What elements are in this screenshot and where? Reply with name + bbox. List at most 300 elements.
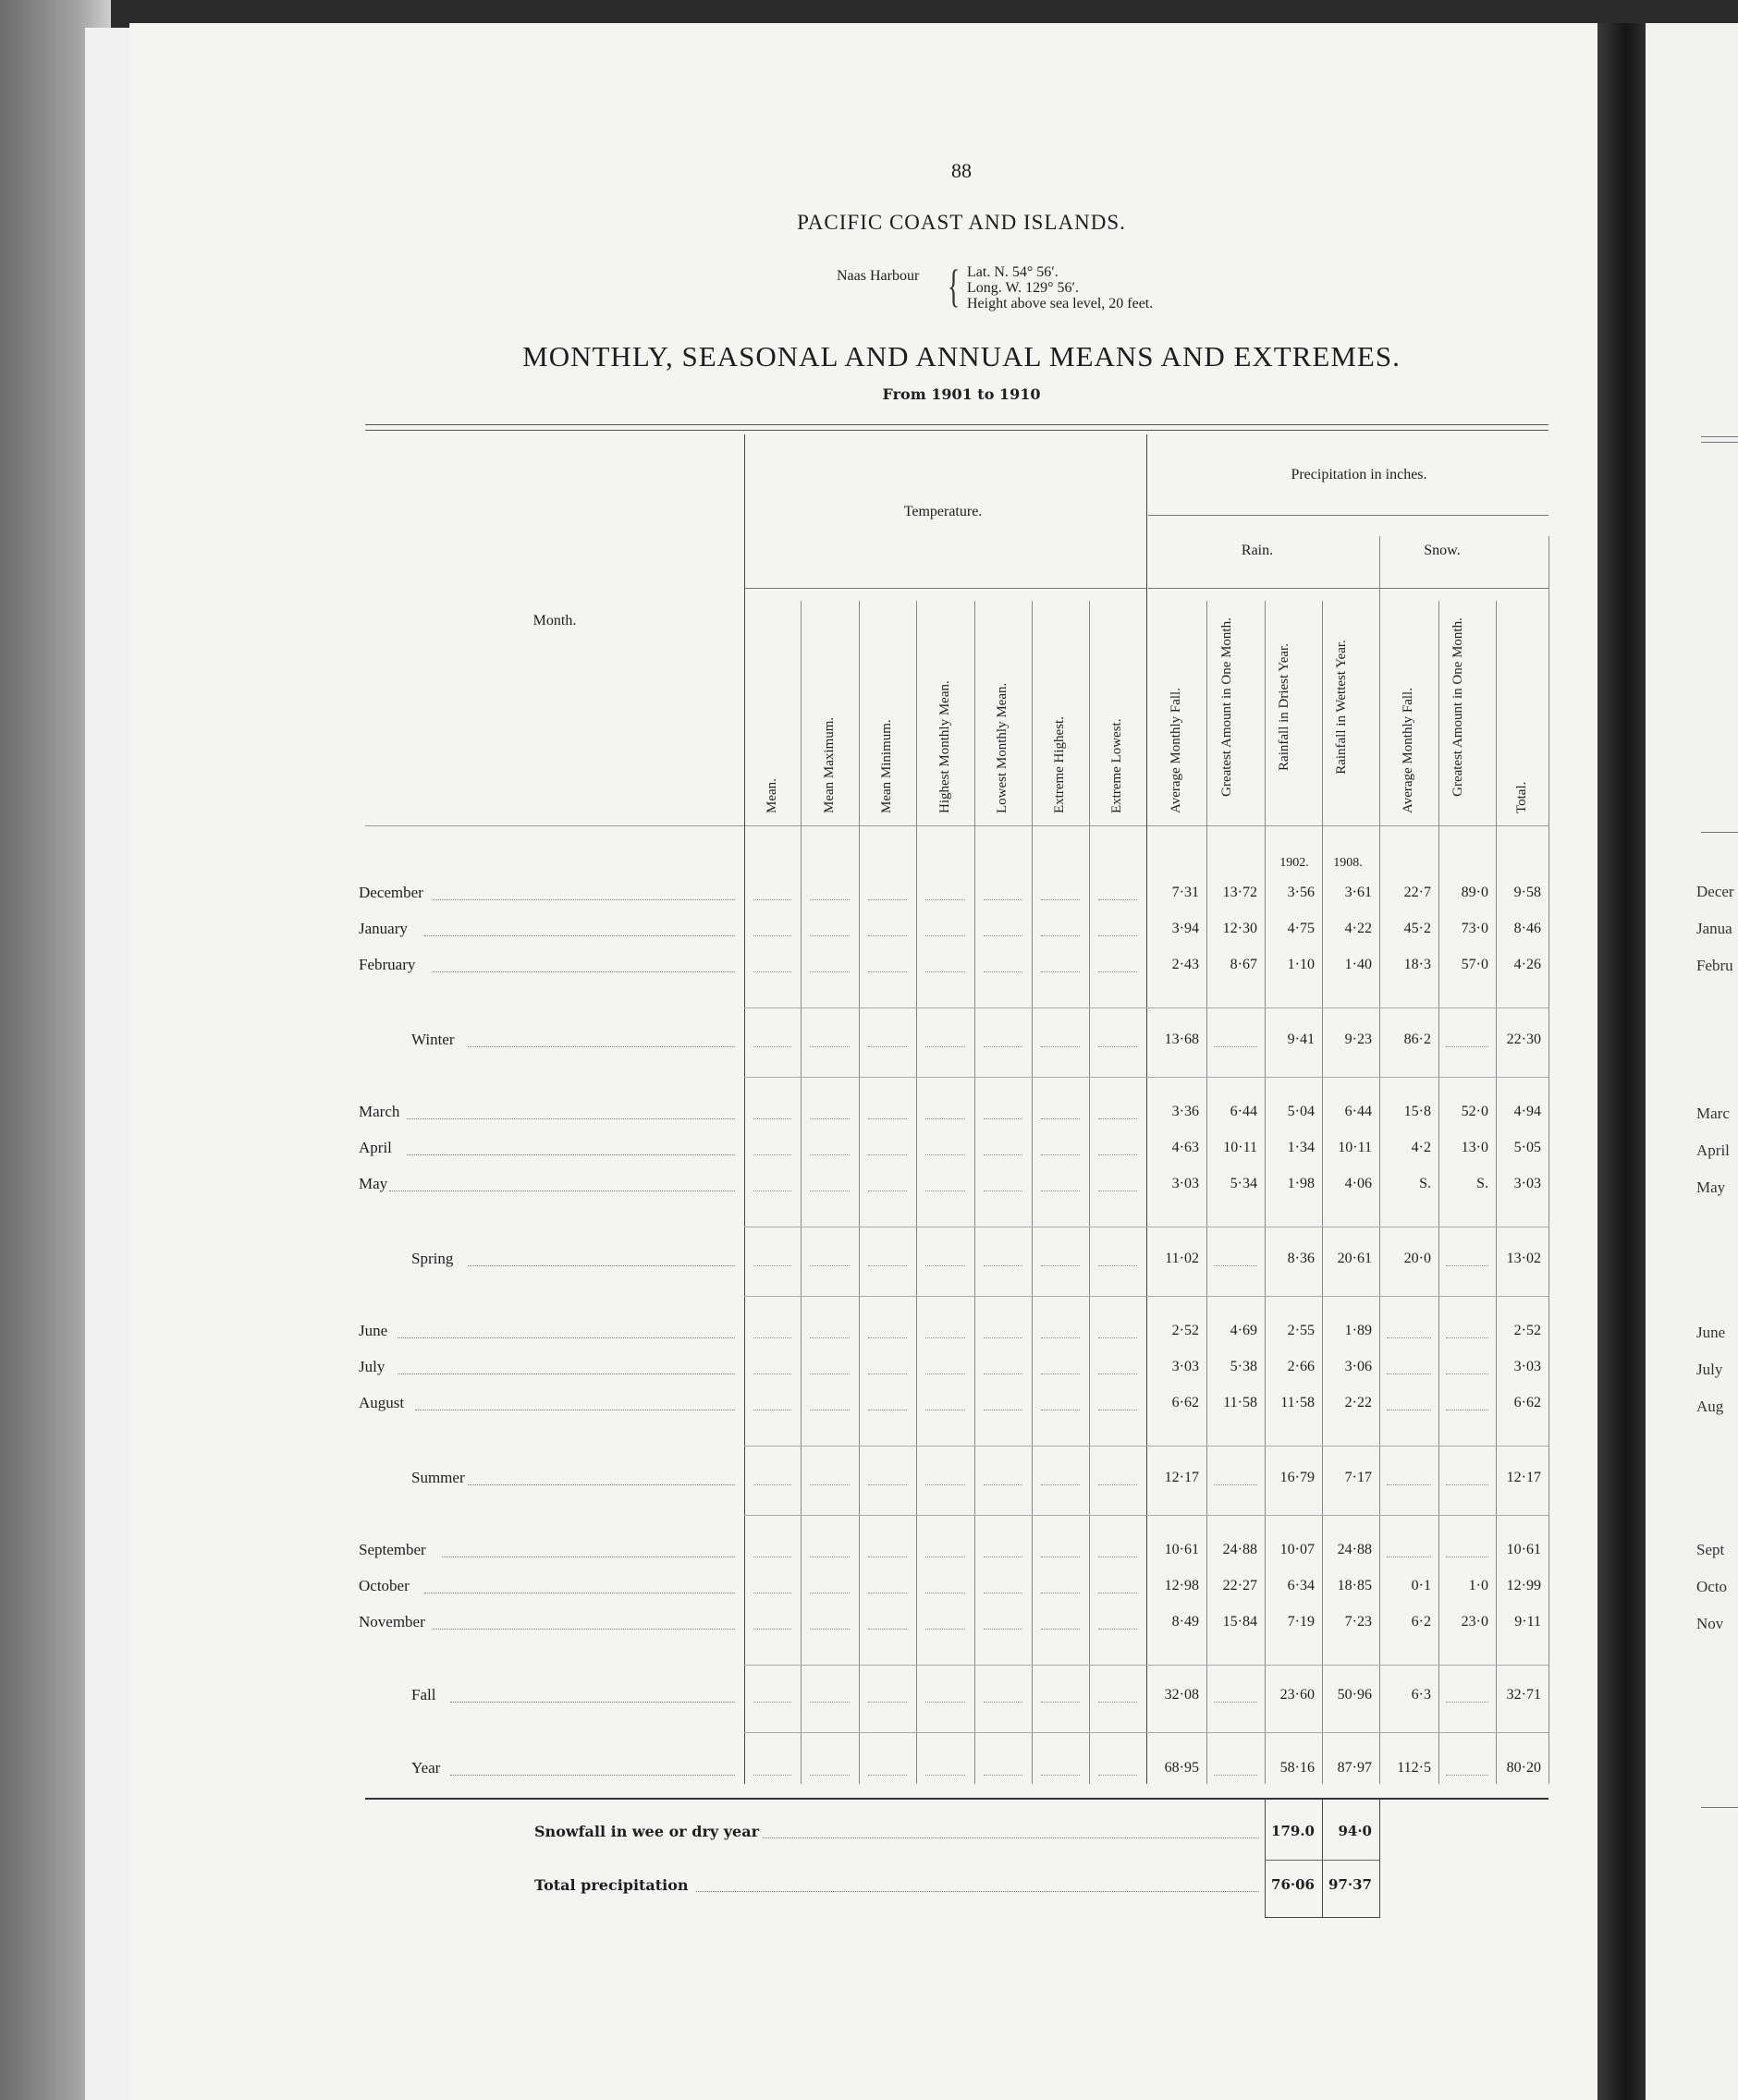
table-cell: 1·89 — [1344, 1323, 1372, 1338]
table-cell: 7·23 — [1344, 1614, 1372, 1630]
empty-cell-dots — [1098, 1628, 1137, 1630]
table-cell: 18·3 — [1403, 957, 1431, 972]
empty-cell-dots — [1098, 1701, 1137, 1703]
table-cell: 6·3 — [1411, 1687, 1431, 1703]
leader-dots — [433, 971, 735, 972]
table-cell: 12·98 — [1164, 1578, 1199, 1593]
month-label: May — [359, 1175, 388, 1192]
header-snow: Snow. — [1424, 543, 1461, 558]
group-rule — [744, 1665, 1548, 1666]
footer-box — [1265, 1917, 1379, 1918]
empty-cell-dots — [925, 1154, 965, 1155]
empty-cell-dots — [1098, 1190, 1137, 1191]
empty-cell-dots — [868, 1628, 907, 1630]
book-gutter — [1597, 23, 1646, 2100]
empty-cell-dots — [925, 898, 965, 900]
leader-dots — [398, 1337, 735, 1338]
table-cell: 7·19 — [1287, 1614, 1315, 1630]
facing-page-rule — [1701, 1807, 1738, 1808]
table-cell: 10·61 — [1506, 1542, 1541, 1557]
table-cell: 3·06 — [1344, 1359, 1372, 1374]
empty-cell-dots — [868, 1701, 907, 1703]
table-cell: 4·69 — [1230, 1323, 1257, 1338]
season-label: Fall — [411, 1686, 436, 1703]
empty-cell-dots — [868, 1592, 907, 1593]
leader-dots — [398, 1373, 735, 1374]
table-column-rule — [801, 601, 802, 1784]
empty-cell-dots — [1446, 1774, 1488, 1776]
leader-dots — [763, 1837, 1259, 1838]
table-cell: 6·62 — [1513, 1395, 1541, 1410]
table-cell: 73·0 — [1461, 921, 1488, 936]
facing-page-text: April — [1696, 1142, 1730, 1159]
table-cell: 10·11 — [1338, 1140, 1372, 1155]
table-cell: 11·02 — [1165, 1251, 1199, 1266]
table-cell: 5·05 — [1513, 1140, 1541, 1155]
month-label: November — [359, 1613, 425, 1630]
table-cell: 11·58 — [1280, 1395, 1315, 1410]
table-cell: 13·02 — [1506, 1251, 1541, 1266]
table-cell: 4·06 — [1344, 1176, 1372, 1191]
empty-cell-dots — [1041, 898, 1080, 900]
region-title: PACIFIC COAST AND ISLANDS. — [797, 211, 1126, 234]
empty-cell-dots — [1214, 1701, 1257, 1703]
facing-page-rule — [1701, 436, 1738, 437]
document-page — [129, 23, 1613, 2100]
empty-cell-dots — [868, 1556, 907, 1557]
table-cell: 13·68 — [1164, 1032, 1199, 1047]
month-label: July — [359, 1358, 386, 1375]
footer-label: Snowfall in wee or dry year — [534, 1823, 760, 1840]
table-cell: S. — [1476, 1176, 1488, 1191]
column-header: Mean Minimum. — [879, 719, 894, 813]
leader-dots — [450, 1701, 735, 1703]
empty-cell-dots — [868, 1337, 907, 1338]
table-cell: 45·2 — [1403, 921, 1431, 936]
empty-cell-dots — [1041, 1190, 1080, 1191]
empty-cell-dots — [868, 1774, 907, 1776]
empty-cell-dots — [925, 1592, 965, 1593]
empty-cell-dots — [1041, 1701, 1080, 1703]
column-header: Extreme Lowest. — [1109, 718, 1124, 813]
empty-cell-dots — [753, 1409, 791, 1410]
empty-cell-dots — [1041, 934, 1080, 936]
table-cell: 3·03 — [1513, 1176, 1541, 1191]
table-cell: 3·03 — [1171, 1176, 1199, 1191]
table-cell: 13·72 — [1222, 885, 1257, 900]
empty-cell-dots — [1041, 1774, 1080, 1776]
empty-cell-dots — [753, 1154, 791, 1155]
table-cell: 8·36 — [1287, 1251, 1315, 1266]
empty-cell-dots — [925, 1264, 965, 1266]
empty-cell-dots — [810, 1373, 850, 1374]
table-cell: 5·38 — [1230, 1359, 1257, 1374]
leader-dots — [407, 1154, 736, 1155]
empty-cell-dots — [1098, 934, 1137, 936]
table-cell: 4·2 — [1411, 1140, 1431, 1155]
footer-box — [1379, 1798, 1380, 1918]
footer-cell: 94·0 — [1338, 1823, 1372, 1839]
column-header: Average Monthly Fall. — [1401, 688, 1415, 813]
table-cell: 15·84 — [1222, 1614, 1257, 1630]
table-cell: 12·17 — [1506, 1470, 1541, 1485]
footer-box — [1265, 1798, 1266, 1918]
empty-cell-dots — [925, 1701, 965, 1703]
station-height: Height above sea level, 20 feet. — [967, 296, 1154, 311]
table-cell: 0·1 — [1411, 1578, 1431, 1593]
column-header: Greatest Amount in One Month. — [1450, 617, 1465, 797]
month-label: June — [359, 1322, 388, 1339]
table-cell: 13·0 — [1461, 1140, 1488, 1155]
table-cell: 32·08 — [1164, 1687, 1199, 1703]
table-cell: 86·2 — [1403, 1032, 1431, 1047]
table-cell: 3·61 — [1344, 885, 1372, 900]
column-header: Mean. — [764, 778, 779, 813]
table-cell: 7·31 — [1171, 885, 1199, 900]
empty-cell-dots — [1041, 1556, 1080, 1557]
empty-cell-dots — [1387, 1483, 1431, 1485]
column-header: Highest Monthly Mean. — [936, 680, 952, 813]
leader-dots — [424, 1592, 736, 1593]
table-cell: 2·66 — [1287, 1359, 1315, 1374]
leader-dots — [450, 1774, 735, 1776]
empty-cell-dots — [925, 1117, 965, 1119]
table-cell: 6·44 — [1344, 1104, 1372, 1119]
empty-cell-dots — [1446, 1409, 1488, 1410]
empty-cell-dots — [984, 1264, 1022, 1266]
leader-dots — [696, 1890, 1259, 1892]
empty-cell-dots — [925, 1337, 965, 1338]
table-cell: 68·95 — [1164, 1760, 1199, 1776]
empty-cell-dots — [1098, 1556, 1137, 1557]
footer-box — [1265, 1860, 1379, 1861]
table-cell: 9·58 — [1513, 885, 1541, 900]
table-column-rule — [1548, 536, 1549, 1784]
empty-cell-dots — [810, 1264, 850, 1266]
column-header: Average Monthly Fall. — [1168, 688, 1183, 813]
empty-cell-dots — [753, 1592, 791, 1593]
leader-dots — [415, 1409, 735, 1410]
month-label: April — [359, 1139, 392, 1156]
leader-dots — [407, 1117, 736, 1119]
table-cell: 3·94 — [1171, 921, 1199, 936]
header-rule-rainsnow — [1148, 588, 1548, 589]
facing-page-rule — [1701, 832, 1738, 833]
table-cell: 22·30 — [1506, 1032, 1541, 1047]
facing-page-rule — [1701, 442, 1738, 443]
table-cell: 58·16 — [1279, 1760, 1315, 1776]
empty-cell-dots — [1098, 1337, 1137, 1338]
table-cell: 16·79 — [1279, 1470, 1315, 1485]
header-rule-precip — [1148, 515, 1548, 516]
empty-cell-dots — [1098, 971, 1137, 972]
empty-cell-dots — [810, 1483, 850, 1485]
empty-cell-dots — [1446, 1045, 1488, 1047]
leader-dots — [468, 1045, 735, 1047]
empty-cell-dots — [868, 1190, 907, 1191]
facing-page-text: Sept — [1696, 1541, 1725, 1558]
table-cell: 24·88 — [1222, 1542, 1257, 1557]
facing-page-text: Janua — [1696, 920, 1732, 937]
wettest-year: 1908. — [1333, 856, 1363, 870]
group-rule — [744, 1446, 1548, 1447]
group-rule — [744, 1077, 1548, 1078]
table-cell: 1·10 — [1287, 957, 1315, 972]
table-cell: 52·0 — [1461, 1104, 1488, 1119]
table-column-rule — [1032, 601, 1033, 1784]
table-cell: 32·71 — [1506, 1687, 1541, 1703]
table-cell: 87·97 — [1337, 1760, 1372, 1776]
empty-cell-dots — [810, 934, 850, 936]
empty-cell-dots — [1098, 1592, 1137, 1593]
empty-cell-dots — [753, 1190, 791, 1191]
empty-cell-dots — [753, 1774, 791, 1776]
month-label: September — [359, 1541, 426, 1558]
driest-year: 1902. — [1279, 856, 1309, 870]
empty-cell-dots — [753, 1483, 791, 1485]
empty-cell-dots — [810, 1774, 850, 1776]
station-name: Naas Harbour — [837, 268, 920, 284]
empty-cell-dots — [984, 1117, 1022, 1119]
table-cell: 23·60 — [1279, 1687, 1315, 1703]
page-left-edge — [85, 28, 129, 2100]
empty-cell-dots — [984, 1774, 1022, 1776]
empty-cell-dots — [1041, 1264, 1080, 1266]
table-cell: 9·41 — [1287, 1032, 1315, 1047]
empty-cell-dots — [868, 1264, 907, 1266]
column-header: Mean Maximum. — [821, 716, 837, 813]
leader-dots — [442, 1556, 736, 1557]
empty-cell-dots — [868, 1483, 907, 1485]
empty-cell-dots — [753, 898, 791, 900]
table-cell: 4·75 — [1287, 921, 1315, 936]
empty-cell-dots — [984, 1045, 1022, 1047]
month-label: February — [359, 956, 416, 973]
table-cell: 4·22 — [1344, 921, 1372, 936]
table-cell: 2·55 — [1287, 1323, 1315, 1338]
leader-dots — [468, 1264, 735, 1266]
empty-cell-dots — [868, 1117, 907, 1119]
empty-cell-dots — [810, 1045, 850, 1047]
empty-cell-dots — [925, 1373, 965, 1374]
empty-cell-dots — [868, 1045, 907, 1047]
leader-dots — [468, 1483, 735, 1485]
table-column-rule — [744, 434, 745, 1784]
table-cell: 2·43 — [1171, 957, 1199, 972]
top-rule — [365, 424, 1548, 425]
empty-cell-dots — [1446, 1337, 1488, 1338]
table-column-rule — [974, 601, 975, 1784]
table-column-rule — [1206, 601, 1207, 1784]
empty-cell-dots — [1446, 1373, 1488, 1374]
table-cell: 3·03 — [1171, 1359, 1199, 1374]
empty-cell-dots — [868, 898, 907, 900]
table-cell: 15·8 — [1403, 1104, 1431, 1119]
bottom-rule — [365, 1798, 1548, 1800]
footer-cell: 179.0 — [1271, 1823, 1315, 1839]
empty-cell-dots — [1041, 1154, 1080, 1155]
empty-cell-dots — [1446, 1483, 1488, 1485]
table-cell: 4·63 — [1171, 1140, 1199, 1155]
header-bottom-rule — [365, 825, 1548, 826]
empty-cell-dots — [984, 1628, 1022, 1630]
facing-page-text: Marc — [1696, 1105, 1730, 1122]
leader-dots — [389, 1190, 736, 1191]
table-cell: 12·30 — [1222, 921, 1257, 936]
empty-cell-dots — [753, 1628, 791, 1630]
group-rule — [744, 1007, 1548, 1008]
table-cell: 1·34 — [1287, 1140, 1315, 1155]
table-title: MONTHLY, SEASONAL AND ANNUAL MEANS AND EXTREMES. — [522, 340, 1401, 372]
table-cell: 1·98 — [1287, 1176, 1315, 1191]
empty-cell-dots — [1041, 1409, 1080, 1410]
empty-cell-dots — [1041, 1373, 1080, 1374]
station-long: Long. W. 129° 56′. — [967, 280, 1080, 296]
month-label: January — [359, 920, 408, 937]
table-column-rule — [1438, 601, 1439, 1784]
table-cell: 22·7 — [1403, 885, 1431, 900]
empty-cell-dots — [1041, 1337, 1080, 1338]
month-label: October — [359, 1577, 410, 1594]
table-cell: 10·07 — [1279, 1542, 1315, 1557]
empty-cell-dots — [753, 1264, 791, 1266]
facing-page — [1646, 23, 1738, 2100]
season-label: Spring — [411, 1250, 454, 1267]
empty-cell-dots — [984, 1190, 1022, 1191]
empty-cell-dots — [810, 898, 850, 900]
empty-cell-dots — [925, 1190, 965, 1191]
empty-cell-dots — [753, 1117, 791, 1119]
empty-cell-dots — [753, 1701, 791, 1703]
empty-cell-dots — [753, 1045, 791, 1047]
table-column-rule — [1322, 601, 1323, 1784]
table-cell: 3·56 — [1287, 885, 1315, 900]
facing-page-text: May — [1696, 1178, 1726, 1196]
empty-cell-dots — [925, 1774, 965, 1776]
footer-cell: 97·37 — [1328, 1876, 1372, 1893]
table-cell: 22·27 — [1222, 1578, 1257, 1593]
table-column-rule — [1496, 601, 1497, 1784]
empty-cell-dots — [1387, 1556, 1431, 1557]
table-column-rule — [916, 601, 917, 1784]
header-month: Month. — [532, 613, 577, 629]
header-precipitation: Precipitation in inches. — [1291, 467, 1427, 482]
empty-cell-dots — [1041, 1483, 1080, 1485]
month-label: March — [359, 1103, 400, 1120]
empty-cell-dots — [1214, 1483, 1257, 1485]
table-cell: 9·23 — [1344, 1032, 1372, 1047]
empty-cell-dots — [984, 1337, 1022, 1338]
column-header: Extreme Highest. — [1052, 716, 1067, 813]
empty-cell-dots — [753, 934, 791, 936]
table-cell: 6·44 — [1230, 1104, 1257, 1119]
empty-cell-dots — [1214, 1264, 1257, 1266]
empty-cell-dots — [1098, 1774, 1137, 1776]
empty-cell-dots — [1098, 1264, 1137, 1266]
month-label: August — [359, 1394, 405, 1411]
empty-cell-dots — [1387, 1337, 1431, 1338]
table-cell: 10·11 — [1223, 1140, 1257, 1155]
table-cell: 20·61 — [1337, 1251, 1372, 1266]
empty-cell-dots — [810, 1701, 850, 1703]
table-cell: 50·96 — [1337, 1687, 1372, 1703]
table-cell: 57·0 — [1461, 957, 1488, 972]
footer-cell: 76·06 — [1271, 1876, 1315, 1893]
empty-cell-dots — [1098, 1154, 1137, 1155]
empty-cell-dots — [810, 1190, 850, 1191]
empty-cell-dots — [810, 1409, 850, 1410]
table-cell: 8·49 — [1171, 1614, 1199, 1630]
empty-cell-dots — [868, 1154, 907, 1155]
empty-cell-dots — [810, 1592, 850, 1593]
empty-cell-dots — [868, 971, 907, 972]
empty-cell-dots — [753, 1556, 791, 1557]
empty-cell-dots — [984, 898, 1022, 900]
empty-cell-dots — [1098, 1409, 1137, 1410]
table-cell: 9·11 — [1514, 1614, 1541, 1630]
period: From 1901 to 1910 — [882, 385, 1041, 403]
table-cell: 89·0 — [1461, 885, 1488, 900]
table-cell: 23·0 — [1461, 1614, 1488, 1630]
empty-cell-dots — [753, 1337, 791, 1338]
table-column-rule — [1265, 601, 1266, 1784]
empty-cell-dots — [984, 1373, 1022, 1374]
table-column-rule — [1089, 601, 1090, 1784]
table-column-rule — [1379, 536, 1380, 1784]
empty-cell-dots — [984, 1556, 1022, 1557]
header-temperature: Temperature. — [903, 504, 983, 519]
table-cell: 6·34 — [1287, 1578, 1315, 1593]
facing-page-text: Aug — [1696, 1398, 1724, 1415]
table-cell: 11·58 — [1223, 1395, 1257, 1410]
leader-dots — [433, 1628, 735, 1630]
empty-cell-dots — [984, 1409, 1022, 1410]
empty-cell-dots — [810, 1556, 850, 1557]
table-cell: 80·20 — [1506, 1760, 1541, 1776]
empty-cell-dots — [868, 1409, 907, 1410]
empty-cell-dots — [1041, 1045, 1080, 1047]
top-rule-2 — [365, 430, 1548, 431]
empty-cell-dots — [925, 1556, 965, 1557]
empty-cell-dots — [810, 971, 850, 972]
facing-page-text: Nov — [1696, 1615, 1724, 1632]
table-cell: 2·52 — [1513, 1323, 1541, 1338]
table-cell: 4·26 — [1513, 957, 1541, 972]
group-rule — [744, 1296, 1548, 1297]
table-cell: 12·17 — [1164, 1470, 1199, 1485]
table-cell: 7·17 — [1344, 1470, 1372, 1485]
empty-cell-dots — [925, 971, 965, 972]
table-cell: 1·40 — [1344, 957, 1372, 972]
empty-cell-dots — [868, 934, 907, 936]
empty-cell-dots — [1041, 1592, 1080, 1593]
station-coordinates — [967, 264, 1153, 311]
column-header: Total. — [1513, 781, 1529, 813]
empty-cell-dots — [753, 1373, 791, 1374]
facing-page-text: Febru — [1696, 957, 1733, 974]
empty-cell-dots — [925, 1409, 965, 1410]
empty-cell-dots — [810, 1337, 850, 1338]
leader-dots — [433, 898, 735, 900]
facing-page-text: Decer — [1696, 883, 1734, 900]
empty-cell-dots — [984, 934, 1022, 936]
empty-cell-dots — [1387, 1373, 1431, 1374]
empty-cell-dots — [1098, 1117, 1137, 1119]
empty-cell-dots — [925, 934, 965, 936]
season-label: Winter — [411, 1031, 455, 1048]
table-cell: 5·34 — [1230, 1176, 1257, 1191]
column-header: Rainfall in Wettest Year. — [1334, 640, 1349, 775]
